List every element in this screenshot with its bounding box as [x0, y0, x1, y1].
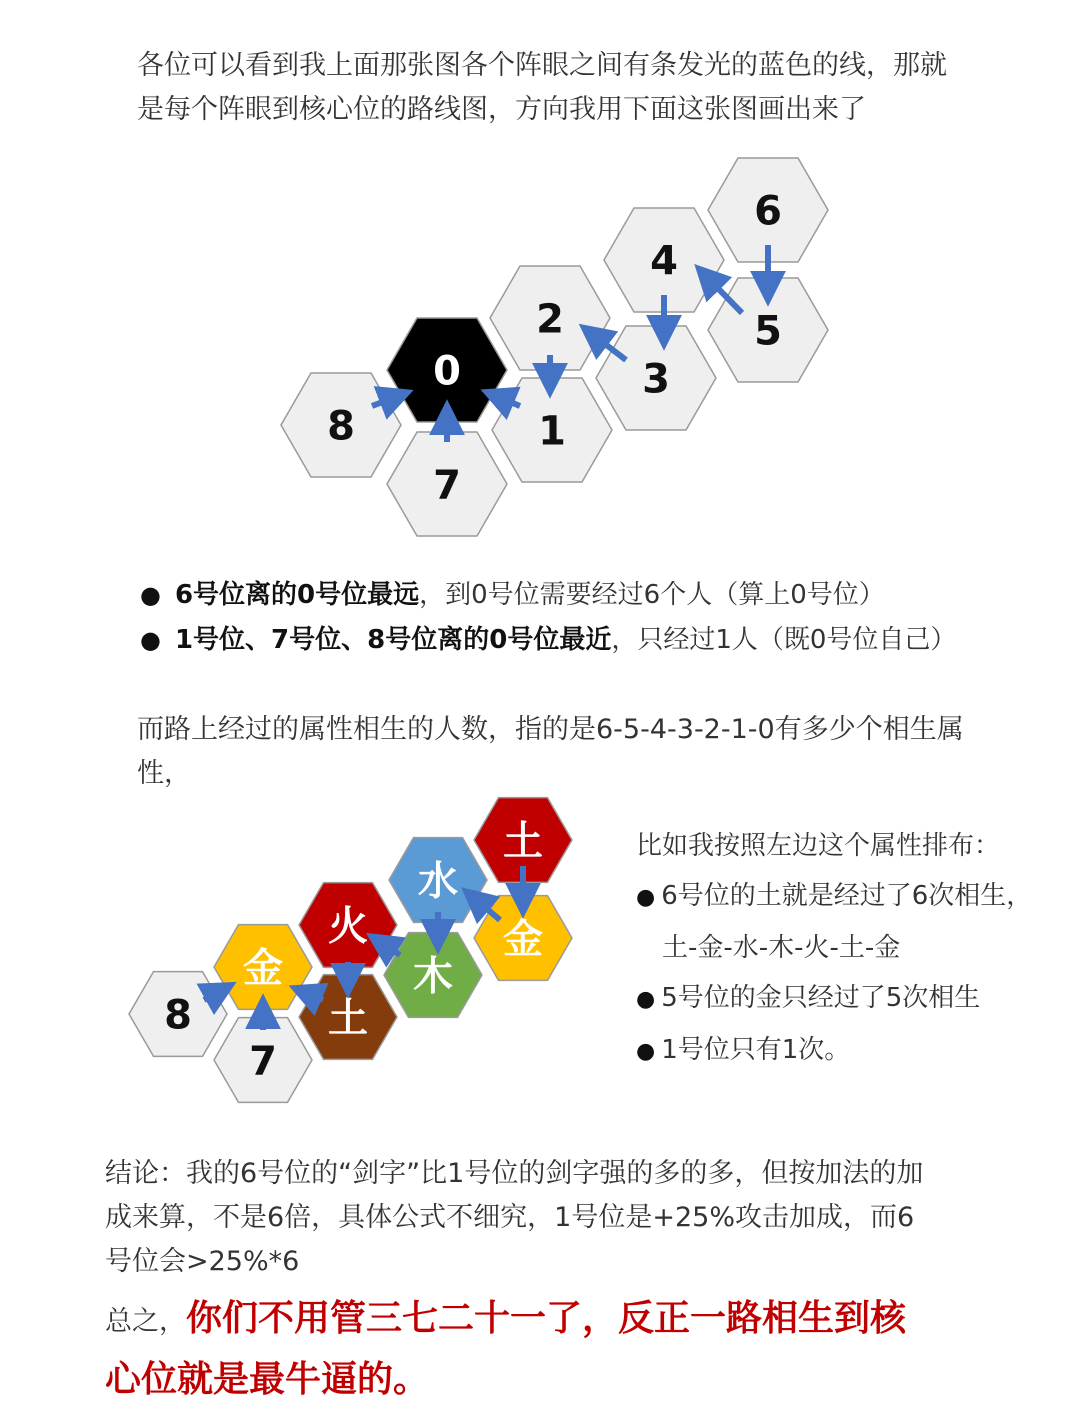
route-hex-3	[490, 266, 610, 370]
intro-paragraph	[137, 44, 947, 132]
route-hex-label: 7	[433, 462, 461, 509]
hex-element-diagram	[0, 790, 620, 1110]
bullet-dot-icon: ●	[636, 987, 656, 1012]
bullet-farthest	[140, 575, 885, 615]
element-hex-8	[214, 1018, 312, 1103]
bullet-dot-icon: ●	[140, 626, 161, 654]
final-prefix: 总之，	[105, 1306, 186, 1337]
element-hex-4	[384, 933, 482, 1018]
conclusion-paragraph	[105, 1152, 923, 1284]
bullet-dot-icon: ●	[140, 581, 161, 609]
bullet-dot-icon: ●	[636, 885, 656, 910]
final-emphasis-2: 心位就是最牛逼的。	[105, 1359, 430, 1400]
route-hex-label: 6	[754, 188, 782, 235]
route-hex-label: 4	[650, 238, 678, 285]
middle-line-2: 性，	[137, 758, 191, 789]
hex-route-diagram	[0, 150, 1080, 550]
side-item-sequence: 土-金-水-木-火-土-金	[662, 933, 901, 963]
element-hex-3	[299, 883, 397, 968]
element-hex-label: 7	[249, 1038, 277, 1085]
route-hex-5	[387, 318, 507, 422]
bullet-1-bold: 6号位离的0号位最远	[174, 580, 420, 610]
final-emphasis-1: 你们不用管三七二十一了，反正一路相生到核	[186, 1298, 907, 1339]
intro-line-2: 是每个阵眼到核心位的路线图，方向我用下面这张图画出来了	[137, 94, 866, 125]
side-item-2: ● 5号位的金只经过了5次相生	[636, 983, 981, 1013]
route-hex-label: 5	[754, 308, 782, 355]
bullet-1-rest: ，到0号位需要经过6个人（算上0号位）	[419, 580, 885, 610]
side-item-3: ● 1号位只有1次。	[636, 1035, 851, 1065]
bullet-2-rest: ，只经过1人（既0号位自己）	[611, 625, 957, 655]
conclusion-line-1: 结论：我的6号位的“剑字”比1号位的剑字强的多的多，但按加法的加	[105, 1158, 924, 1189]
element-hex-label: 8	[164, 992, 192, 1039]
element-hex-6	[299, 975, 397, 1060]
route-hex-label: 0	[433, 348, 461, 395]
middle-paragraph	[137, 708, 964, 796]
middle-line-1: 而路上经过的属性相生的人数，指的是6-5-4-3-2-1-0有多少个相生属	[137, 714, 964, 745]
route-hex-label: 1	[538, 408, 566, 455]
element-hex-7	[129, 972, 227, 1057]
route-hex-8	[387, 432, 507, 536]
element-hex-label: 水	[418, 858, 458, 905]
side-item-1: ● 6号位的土就是经过了6次相生，	[636, 881, 1033, 911]
element-hex-label: 土	[328, 995, 368, 1042]
bullet-dot-icon: ●	[636, 1039, 656, 1064]
element-hex-1	[389, 838, 487, 923]
element-hex-label: 火	[328, 903, 368, 950]
side-heading: 比如我按照左边这个属性排布：	[636, 831, 1001, 861]
bullet-2-bold: 1号位、7号位、8号位离的0号位最近	[174, 625, 612, 655]
route-hex-label: 2	[536, 296, 564, 343]
element-hex-label: 土	[503, 818, 543, 865]
conclusion-line-3: 号位会>25%*6	[105, 1246, 300, 1277]
element-hex-label: 金	[503, 916, 543, 963]
route-hex-label: 8	[327, 403, 355, 450]
route-hex-6	[492, 378, 612, 482]
conclusion-line-2: 成来算，不是6倍，具体公式不细究，1号位是+25%攻击加成，而6	[105, 1202, 915, 1233]
route-hex-label: 3	[642, 356, 670, 403]
intro-line-1: 各位可以看到我上面那张图各个阵眼之间有条发光的蓝色的线，那就	[137, 50, 947, 81]
route-hex-4	[596, 326, 716, 430]
element-hex-label: 金	[243, 945, 283, 992]
final-note	[105, 1290, 1005, 1412]
bullet-nearest	[140, 620, 956, 660]
element-hex-5	[214, 925, 312, 1010]
route-hex-7	[281, 373, 401, 477]
element-hex-label: 木	[413, 953, 453, 1000]
